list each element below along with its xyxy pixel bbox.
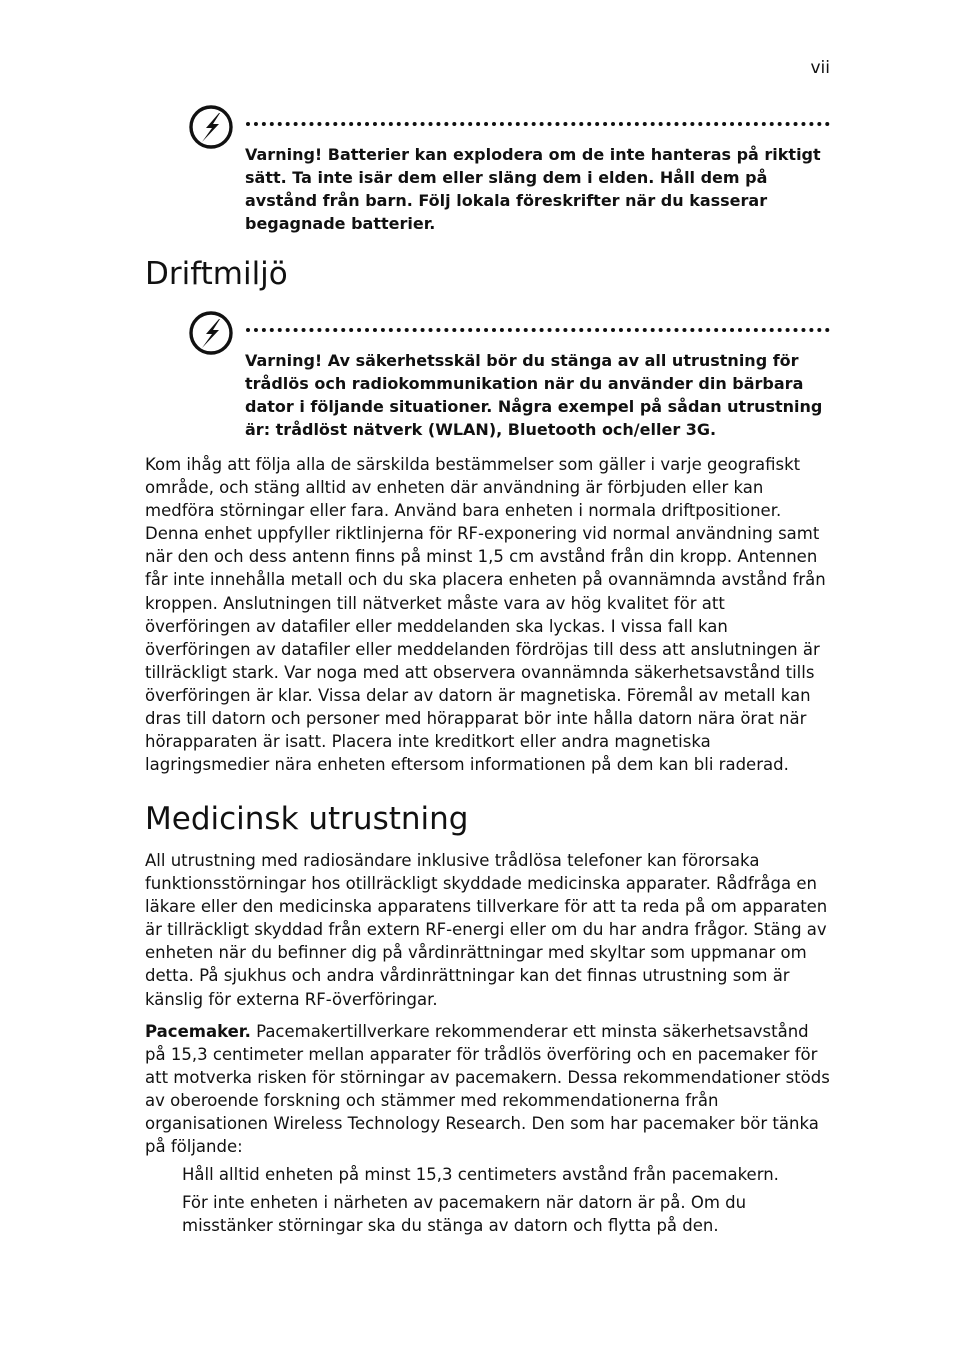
warning-text: Varning! Av säkerhetsskäl bör du stänga av all utrustning för trådlös och radiokommunikation när du använder din bärbara dator i följande situationer. Några exempel på sådan utrustning är: trådlöst nätverk (WLAN), Bluetooth och/eller 3G. bbox=[245, 351, 823, 439]
warning-divider bbox=[246, 328, 830, 332]
pacemaker-paragraph bbox=[145, 1020, 830, 1159]
section-heading-driftmiljo: Driftmiljö bbox=[145, 256, 288, 292]
wireless-warning bbox=[188, 310, 838, 450]
warning-lightning-icon bbox=[188, 104, 234, 150]
section-heading-medicinsk-utrustning: Medicinsk utrustning bbox=[145, 801, 469, 837]
battery-warning bbox=[188, 104, 838, 244]
warning-text: Varning! Batterier kan explodera om de inte hanteras på riktigt sätt. Ta inte isär dem eller släng dem i elden. Håll dem på avstånd från barn. Följ lokala föreskrifter när du kasserar begagnade batterier. bbox=[245, 145, 821, 233]
list-item: För inte enheten i närheten av pacemakern när datorn är på. Om du misstänker störningar ska du stänga av datorn och flytta på den. bbox=[182, 1193, 747, 1236]
pacemaker-text: Pacemakertillverkare rekommenderar ett minsta säkerhetsavstånd på 15,3 centimeter mellan apparater för trådlös överföring och en pacemaker för att motverka risken för störningar av pacemakern. Dessa rekommendationer stöds av oberoende forskning och stämmer med rekommendationerna från organisationen Wireless Technology Research. Den som har pacemaker bör tänka på följande: bbox=[145, 1022, 830, 1157]
driftmiljo-paragraph: Kom ihåg att följa alla de särskilda bestämmelser som gäller i varje geografiskt område, och stäng alltid av enheten där användning är förbjuden eller kan medföra störningar eller fara. Använd bara enheten i normala driftpositioner. Denna enhet uppfyller riktlinjerna för RF-exponering vid normal användning samt när den och dess antenn finns på minst 1,5 cm avstånd från din kropp. Antennen får inte innehålla metall och du ska placera enheten på ovannämnda avstånd från kroppen. Anslutningen till nätverket måste vara av hög kvalitet för att överföringen av datafiler eller meddelanden ska lyckas. I vissa fall kan överföringen av datafiler eller meddelanden fördröjas till dess att anslutningen är tillräckligt stark. Var noga med att observera ovannämnda säkerhetsavstånd tills överföringen är klar. Vissa delar av datorn är magnetiska. Föremål av metall kan dras till datorn och personer med hörapparat bör inte hålla datorn nära örat när hörapparaten är isatt. Placera inte kreditkort eller andra magnetiska lagringsmedier nära enheten eftersom informationen på dem kan bli raderad. bbox=[145, 455, 826, 775]
list-item: Håll alltid enheten på minst 15,3 centimeters avstånd från pacemakern. bbox=[182, 1165, 779, 1184]
medical-paragraph: All utrustning med radiosändare inklusive trådlösa telefoner kan förorsaka funktionsstörningar hos otillräckligt skyddade medicinska apparater. Rådfråga en läkare eller den medicinska apparatens tillverkare för att ta reda på om apparaten är tillräckligt skyddad från extern RF-energi eller om du har andra frågor. Stäng av enheten när du befinner dig på vårdinrättningar med skyltar som uppmanar om detta. På sjukhus och andra vårdinrättningar kan det finnas utrustning som är känslig för externa RF-överföringar. bbox=[145, 851, 828, 1009]
warning-lightning-icon bbox=[188, 310, 234, 356]
page-number: vii bbox=[810, 58, 830, 78]
pacemaker-label: Pacemaker. bbox=[145, 1022, 251, 1041]
warning-divider bbox=[246, 122, 830, 126]
